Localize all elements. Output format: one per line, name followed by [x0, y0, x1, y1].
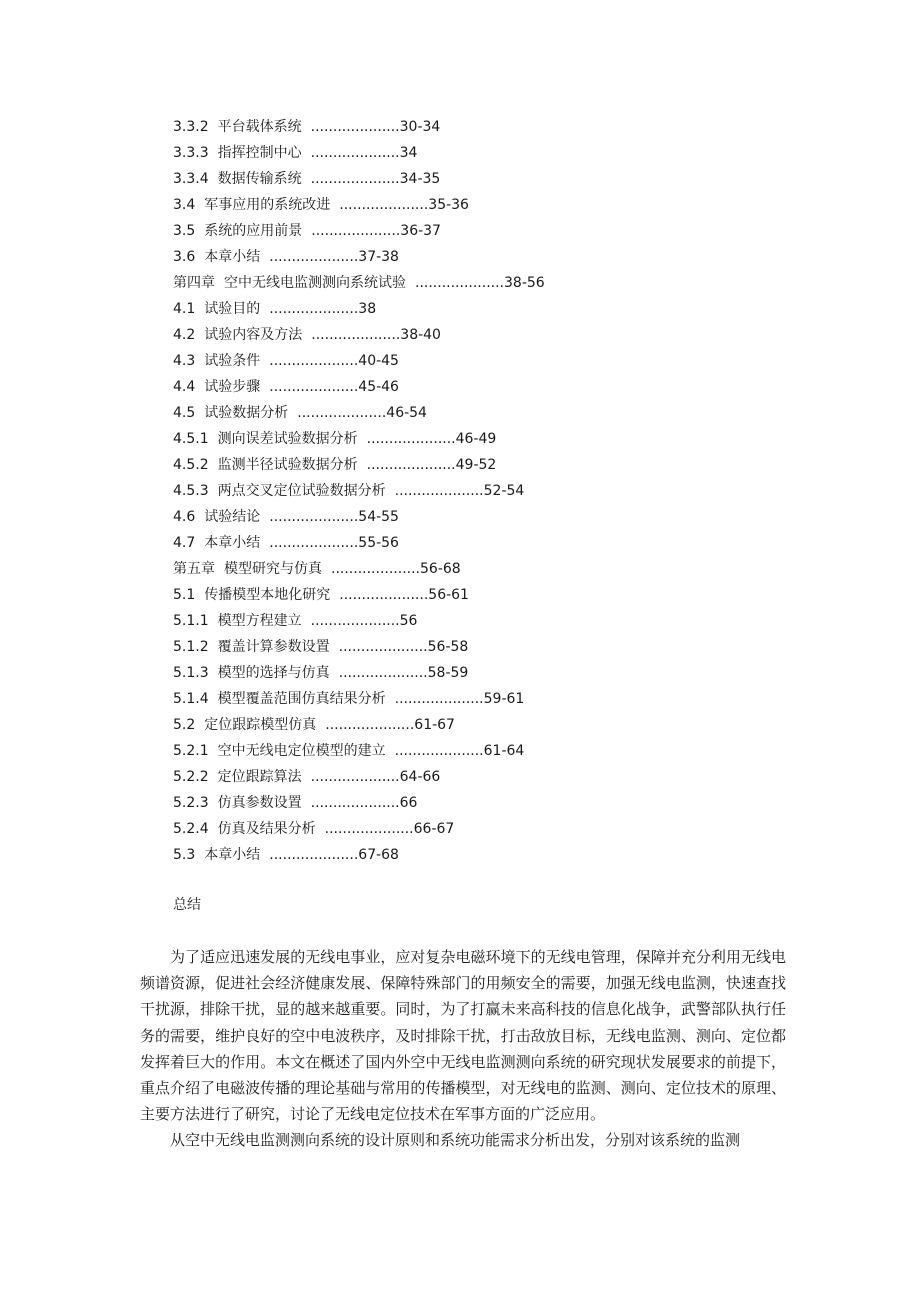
toc-entry-pages: 56-61	[428, 587, 469, 603]
toc-leader-dots: ....................	[269, 301, 359, 317]
toc-entry[interactable]	[173, 400, 793, 426]
toc-leader-dots: ....................	[310, 145, 400, 161]
toc-entry-pages: 56	[399, 613, 418, 629]
toc-entry-number: 第五章	[173, 561, 215, 577]
summary-paragraph: 为了适应迅速发展的无线电事业，应对复杂电磁环境下的无线电管理，保障并充分利用无线电频谱资源，促进社会经济健康发展、保障特殊部门的用频安全的需要，加强无线电监测，快速查找干扰源，排除干扰，显的越来越重要。同时，为了打赢未来高科技的信息化战争，武警部队执行任务的需要，维护良好的空中电波秩序，及时排除干扰，打击敌放目标，无线电监测、测向、定位都发挥着巨大的作用。本文在概述了国内外空中无线电监测测向系统的研究现状发展要求的前提下，重点介绍了电磁波传播的理论基础与常用的传播模型，对无线电的监测、测向、定位技术的原理、主要方法进行了研究，讨论了无线电定位技术在军事方面的广泛应用。	[140, 948, 786, 1124]
toc-entry-number: 4.4	[173, 379, 196, 395]
toc-entry-title: 定位跟踪模型仿真	[204, 717, 317, 733]
toc-entry[interactable]	[173, 426, 793, 452]
toc-entry-pages: 58-59	[427, 665, 469, 681]
toc-entry-pages: 67-68	[358, 847, 399, 863]
toc-entry[interactable]	[173, 244, 793, 270]
toc-entry-title: 传播模型本地化研究	[204, 587, 331, 603]
toc-entry-title: 试验结论	[204, 509, 261, 525]
toc-entry-number: 5.1	[173, 587, 196, 603]
toc-entry-title: 本章小结	[204, 249, 261, 265]
summary-paragraph: 从空中无线电监测测向系统的设计原则和系统功能需求分析出发，分别对该系统的监测	[170, 1131, 741, 1150]
toc-entry-number: 第四章	[173, 275, 215, 291]
toc-entry[interactable]	[173, 842, 793, 868]
toc-leader-dots: ....................	[311, 327, 401, 343]
toc-leader-dots: ....................	[338, 639, 428, 655]
toc-entry-title: 本章小结	[204, 535, 261, 551]
toc-entry-number: 4.6	[173, 509, 196, 525]
toc-entry[interactable]	[173, 114, 793, 140]
toc-leader-dots: ....................	[366, 431, 456, 447]
toc-entry[interactable]	[173, 660, 793, 686]
toc-entry-title: 监测半径试验数据分析	[217, 457, 358, 473]
toc-entry-pages: 38-40	[400, 327, 441, 343]
toc-leader-dots: ....................	[394, 691, 484, 707]
toc-leader-dots: ....................	[394, 483, 484, 499]
toc-entry[interactable]	[173, 712, 793, 738]
toc-entry[interactable]	[173, 452, 793, 478]
toc-entry-number: 4.5.2	[173, 457, 209, 473]
toc-entry[interactable]	[173, 218, 793, 244]
toc-entry-number: 4.2	[173, 327, 196, 343]
toc-entry[interactable]	[173, 296, 793, 322]
toc-entry-title: 两点交叉定位试验数据分析	[217, 483, 386, 499]
toc-entry-pages: 61-64	[483, 743, 525, 759]
toc-entry-number: 3.4	[173, 197, 196, 213]
toc-leader-dots: ....................	[331, 561, 421, 577]
toc-entry-number: 5.1.3	[173, 665, 209, 681]
toc-entry[interactable]	[173, 738, 793, 764]
toc-entry-pages: 55-56	[358, 535, 399, 551]
toc-entry-title: 模型方程建立	[217, 613, 302, 629]
toc-entry[interactable]	[173, 166, 793, 192]
toc-leader-dots: ....................	[415, 275, 505, 291]
toc-entry-title: 模型研究与仿真	[224, 561, 322, 577]
toc-entry[interactable]	[173, 348, 793, 374]
toc-entry-title: 测向误差试验数据分析	[217, 431, 358, 447]
toc-entry[interactable]	[173, 504, 793, 530]
toc-chapter-entry[interactable]	[173, 556, 793, 582]
toc-entry-pages: 49-52	[455, 457, 497, 473]
toc-entry-title: 试验目的	[204, 301, 261, 317]
toc-entry-pages: 46-49	[455, 431, 497, 447]
toc-entry-pages: 34	[399, 145, 418, 161]
toc-entry-pages: 45-46	[358, 379, 399, 395]
toc-leader-dots: ....................	[269, 353, 359, 369]
toc-entry-number: 3.5	[173, 223, 196, 239]
toc-entry[interactable]	[173, 816, 793, 842]
toc-entry-number: 5.2.1	[173, 743, 209, 759]
toc-entry-pages: 52-54	[483, 483, 525, 499]
toc-entry-title: 仿真参数设置	[217, 795, 302, 811]
toc-leader-dots: ....................	[394, 743, 484, 759]
toc-entry[interactable]	[173, 686, 793, 712]
toc-leader-dots: ....................	[269, 379, 359, 395]
toc-entry-number: 3.3.3	[173, 145, 209, 161]
toc-entry-title: 试验内容及方法	[204, 327, 303, 343]
toc-entry-pages: 38	[358, 301, 377, 317]
toc-entry[interactable]	[173, 322, 793, 348]
toc-leader-dots: ....................	[310, 795, 400, 811]
toc-entry[interactable]	[173, 790, 793, 816]
toc-entry[interactable]	[173, 764, 793, 790]
toc-entry-number: 3.3.2	[173, 119, 209, 135]
toc-leader-dots: ....................	[269, 535, 359, 551]
toc-entry[interactable]	[173, 192, 793, 218]
toc-leader-dots: ....................	[339, 197, 429, 213]
toc-leader-dots: ....................	[339, 587, 429, 603]
toc-entry-number: 4.5.1	[173, 431, 209, 447]
toc-entry-number: 4.5.3	[173, 483, 209, 499]
toc-entry-title: 定位跟踪算法	[217, 769, 302, 785]
toc-leader-dots: ....................	[310, 171, 400, 187]
toc-entry-pages: 56-68	[420, 561, 461, 577]
toc-entry-pages: 66	[399, 795, 418, 811]
toc-entry-title: 空中无线电监测测向系统试验	[224, 275, 406, 291]
toc-entry-title: 军事应用的系统改进	[204, 197, 331, 213]
toc-leader-dots: ....................	[269, 249, 359, 265]
toc-entry-pages: 34-35	[399, 171, 441, 187]
toc-entry-title: 系统的应用前景	[204, 223, 303, 239]
toc-entry-number: 5.2.2	[173, 769, 209, 785]
toc-entry[interactable]	[173, 582, 793, 608]
toc-entry-pages: 59-61	[483, 691, 525, 707]
toc-entry-pages: 38-56	[504, 275, 545, 291]
toc-leader-dots: ....................	[310, 119, 400, 135]
toc-entry-number: 3.6	[173, 249, 196, 265]
toc-entry-title: 数据传输系统	[217, 171, 302, 187]
toc-leader-dots: ....................	[366, 457, 456, 473]
toc-leader-dots: ....................	[311, 223, 401, 239]
toc-entry-title: 本章小结	[204, 847, 261, 863]
toc-leader-dots: ....................	[338, 665, 428, 681]
toc-entry-title: 覆盖计算参数设置	[217, 639, 330, 655]
toc-entry-pages: 64-66	[399, 769, 441, 785]
toc-chapter-entry[interactable]	[173, 270, 793, 296]
toc-entry-pages: 36-37	[400, 223, 441, 239]
toc-entry-pages: 61-67	[414, 717, 455, 733]
toc-entry-title: 试验步骤	[204, 379, 261, 395]
toc-entry-title: 仿真及结果分析	[217, 821, 316, 837]
toc-entry-pages: 37-38	[358, 249, 399, 265]
toc-entry[interactable]	[173, 530, 793, 556]
toc-entry-pages: 30-34	[399, 119, 441, 135]
toc-leader-dots: ....................	[269, 847, 359, 863]
toc-entry-number: 5.1.1	[173, 613, 209, 629]
toc-entry[interactable]	[173, 140, 793, 166]
toc-entry-title: 空中无线电定位模型的建立	[217, 743, 386, 759]
toc-leader-dots: ....................	[269, 509, 359, 525]
toc-leader-dots: ....................	[310, 613, 400, 629]
toc-entry-title: 试验数据分析	[204, 405, 289, 421]
summary-body	[140, 944, 786, 1154]
toc-entry-number: 4.7	[173, 535, 196, 551]
toc-entry-number: 5.2	[173, 717, 196, 733]
toc-entry-title: 指挥控制中心	[217, 145, 302, 161]
toc-entry-number: 4.1	[173, 301, 196, 317]
toc-entry-pages: 40-45	[358, 353, 399, 369]
toc-leader-dots: ....................	[325, 717, 415, 733]
toc-entry[interactable]	[173, 608, 793, 634]
toc-entry-pages: 35-36	[428, 197, 469, 213]
toc-entry-title: 试验条件	[204, 353, 261, 369]
toc-entry-pages: 56-58	[427, 639, 469, 655]
toc-entry-pages: 66-67	[413, 821, 455, 837]
toc-entry-number: 5.1.2	[173, 639, 209, 655]
toc-entry-number: 5.2.3	[173, 795, 209, 811]
toc-entry-number: 5.3	[173, 847, 196, 863]
toc-entry-number: 4.5	[173, 405, 196, 421]
toc-leader-dots: ....................	[310, 769, 400, 785]
toc-entry-title: 模型的选择与仿真	[217, 665, 330, 681]
toc-entry-number: 5.1.4	[173, 691, 209, 707]
toc-entry[interactable]	[173, 478, 793, 504]
table-of-contents	[173, 114, 793, 868]
toc-entry-title: 模型覆盖范围仿真结果分析	[217, 691, 386, 707]
toc-entry-number: 3.3.4	[173, 171, 209, 187]
toc-entry[interactable]	[173, 374, 793, 400]
toc-entry-pages: 54-55	[358, 509, 399, 525]
toc-entry-number: 5.2.4	[173, 821, 209, 837]
summary-heading: 总结	[173, 897, 201, 913]
toc-entry-number: 4.3	[173, 353, 196, 369]
toc-entry[interactable]	[173, 634, 793, 660]
toc-entry-title: 平台载体系统	[217, 119, 302, 135]
toc-entry-pages: 46-54	[386, 405, 427, 421]
toc-leader-dots: ....................	[297, 405, 387, 421]
toc-leader-dots: ....................	[324, 821, 414, 837]
